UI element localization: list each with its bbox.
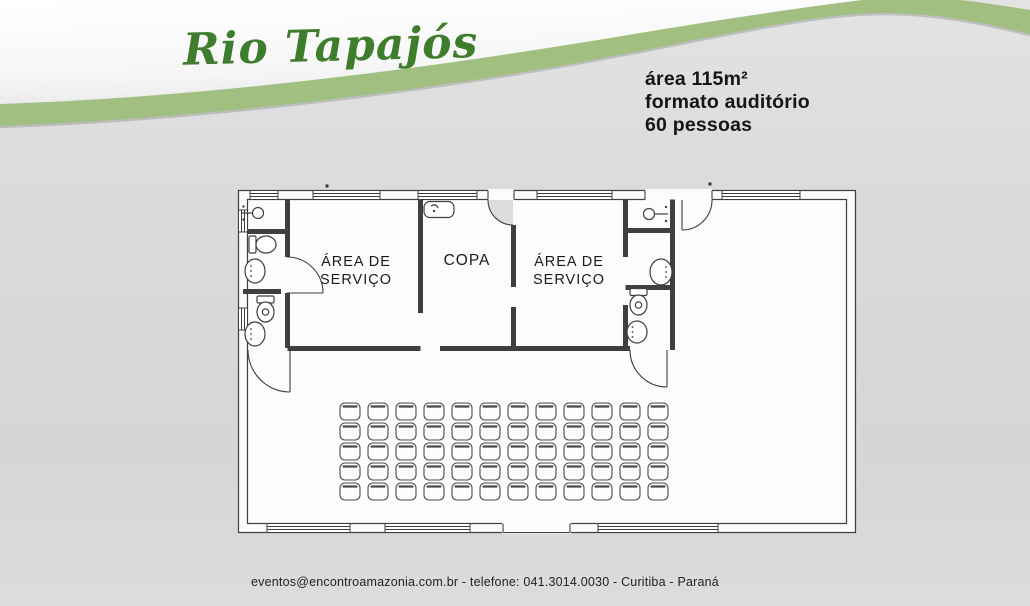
chair xyxy=(564,443,584,460)
chair xyxy=(424,463,444,480)
chair xyxy=(592,403,612,420)
chair xyxy=(480,463,500,480)
chair xyxy=(648,483,668,500)
format-label: formato auditório xyxy=(645,91,810,113)
chair xyxy=(340,423,360,440)
chair xyxy=(648,423,668,440)
counter-icon xyxy=(424,202,454,218)
contact-footer: eventos@encontroamazonia.com.br - telefone: 041.3014.0030 - Curitiba - Paraná xyxy=(251,575,719,589)
chair xyxy=(480,423,500,440)
room-info-block xyxy=(645,68,810,137)
chair xyxy=(424,443,444,460)
chair xyxy=(620,423,640,440)
chair xyxy=(480,443,500,460)
room-label-copa: COPA xyxy=(443,252,491,269)
chair xyxy=(564,463,584,480)
chair xyxy=(452,403,472,420)
chair xyxy=(592,463,612,480)
chair xyxy=(536,483,556,500)
chair xyxy=(340,403,360,420)
room-label-service-right-1: ÁREA DE xyxy=(534,254,604,270)
floor-plan xyxy=(239,183,856,534)
chair xyxy=(508,423,528,440)
sink-icon xyxy=(627,321,647,343)
chair xyxy=(508,403,528,420)
chair xyxy=(536,403,556,420)
chair xyxy=(452,443,472,460)
toilet-icon xyxy=(249,236,276,253)
chair xyxy=(396,483,416,500)
chair xyxy=(396,443,416,460)
chair xyxy=(396,403,416,420)
chair xyxy=(536,443,556,460)
chair xyxy=(564,423,584,440)
chair xyxy=(620,483,640,500)
chair xyxy=(648,403,668,420)
chair xyxy=(648,463,668,480)
sink-icon xyxy=(245,322,265,346)
chair xyxy=(424,403,444,420)
chair xyxy=(424,483,444,500)
chair xyxy=(368,423,388,440)
sink-icon xyxy=(245,259,265,283)
chair xyxy=(480,483,500,500)
chair xyxy=(340,463,360,480)
chair xyxy=(508,443,528,460)
chair xyxy=(648,443,668,460)
chair xyxy=(564,403,584,420)
room-label-service-left-1: ÁREA DE xyxy=(321,254,391,270)
chair xyxy=(620,463,640,480)
chair xyxy=(592,483,612,500)
chair xyxy=(340,483,360,500)
chair xyxy=(452,483,472,500)
chair xyxy=(508,483,528,500)
capacity-label: 60 pessoas xyxy=(645,114,753,136)
chair xyxy=(396,463,416,480)
chair xyxy=(368,443,388,460)
chair xyxy=(424,423,444,440)
chair xyxy=(508,463,528,480)
chair xyxy=(396,423,416,440)
venue-title: Rio Tapajós xyxy=(182,16,479,76)
toilet-icon xyxy=(257,296,274,322)
chair xyxy=(452,423,472,440)
chair xyxy=(620,403,640,420)
chair xyxy=(536,463,556,480)
room-label-service-left-2: SERVIÇO xyxy=(319,272,393,288)
chair xyxy=(480,403,500,420)
chair xyxy=(368,463,388,480)
chair xyxy=(592,423,612,440)
chair xyxy=(340,443,360,460)
chair xyxy=(620,443,640,460)
room-label-service-right-2: SERVIÇO xyxy=(532,272,606,288)
plan-floor xyxy=(239,191,856,533)
chair xyxy=(564,483,584,500)
chair xyxy=(368,403,388,420)
area-label: área 115m² xyxy=(645,68,748,90)
toilet-icon xyxy=(630,289,647,316)
chair xyxy=(452,463,472,480)
chair xyxy=(536,423,556,440)
sink-icon xyxy=(650,259,672,285)
chair xyxy=(368,483,388,500)
chair xyxy=(592,443,612,460)
plan-dots xyxy=(326,183,712,188)
